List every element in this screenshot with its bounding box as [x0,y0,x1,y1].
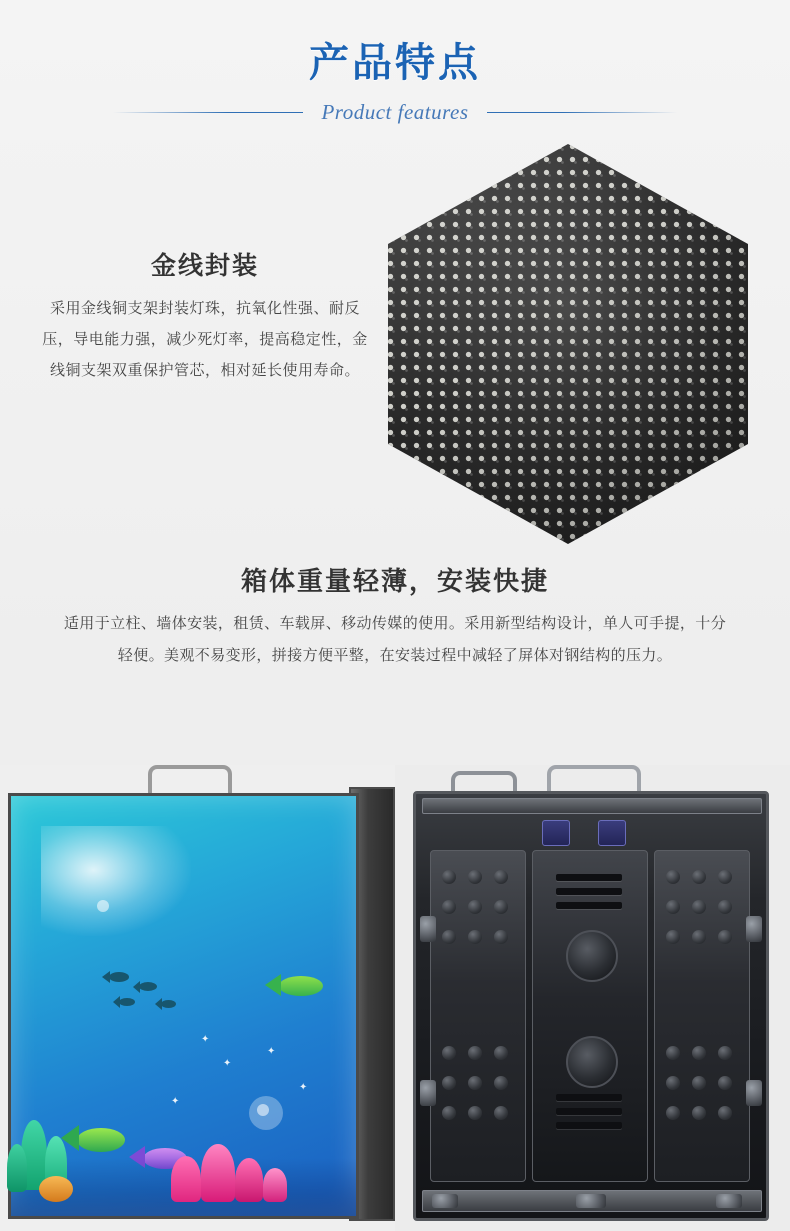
dimple [494,1046,508,1060]
dimple [494,1106,508,1120]
dimple [442,1076,456,1090]
dimple [468,1076,482,1090]
dimple [442,930,456,944]
hexagon-shape [388,144,748,544]
divider-line-right [487,112,677,113]
fan-port [566,930,618,982]
feature-heading-cabinet: 箱体重量轻薄，安装快捷 [240,566,549,596]
product-photo-row [0,765,790,1231]
sparkle: ✦ [201,1034,210,1045]
top-rail [422,798,762,814]
coral-pink [171,1156,201,1202]
dimple [468,870,482,884]
cabinet-front-panel [8,793,359,1219]
fan-port [566,1036,618,1088]
bubble [257,1104,269,1116]
center-plate [532,850,648,1182]
dimple [666,900,680,914]
dimple [692,1076,706,1090]
page-title: 产品特点 [309,41,481,85]
dimple [442,1106,456,1120]
vent-slot [556,1108,622,1115]
dimple [494,930,508,944]
led-module-hexagon-image [388,144,748,544]
coral-pink [263,1168,287,1202]
dimple [718,1106,732,1120]
photo-cabinet-back [395,765,790,1231]
sparkle: ✦ [223,1058,232,1069]
vent-slot [556,1094,622,1101]
shell [39,1176,73,1202]
dimple [442,900,456,914]
dimple [468,1046,482,1060]
dimple [442,1046,456,1060]
dimple [468,930,482,944]
dimple [718,930,732,944]
dimple [468,900,482,914]
divider-line-left [113,112,303,113]
dimple [468,1106,482,1120]
dimple [718,1046,732,1060]
feature-section-gold-wire [0,141,790,571]
latch [746,1080,762,1106]
dimple [718,870,732,884]
dimple [666,1046,680,1060]
feature-body-cabinet: 适用于立柱、墙体安装，租赁、车载屏、移动传媒的使用。采用新型结构设计，单人可手提，十分轻便。美观不易变形，拼接方便平整，在安装过程中减轻了屏体对钢结构的压力。 [63,615,727,664]
led-dot-grid [388,144,748,544]
page-subtitle: Product features [321,100,469,124]
latch [420,1080,436,1106]
dimple [692,900,706,914]
dimple [666,870,680,884]
corner-foot [576,1194,606,1208]
photo-cabinet-front [0,765,395,1231]
corner-foot [432,1194,458,1208]
corner-foot [716,1194,742,1208]
dimple [666,930,680,944]
feature-body-gold-wire: 采用金线铜支架封装灯珠，抗氧化性强、耐反压，导电能力强，减少死灯率，提高稳定性，金线铜支架双重保护管芯，相对延长使用寿命。 [42,300,368,379]
coral-pink [201,1144,235,1202]
page-header [0,0,790,125]
coral-pink [235,1158,263,1202]
feature-section-cabinet [0,561,790,671]
water-light-glow [41,826,191,936]
latch [746,916,762,942]
dimple [666,1076,680,1090]
vent-slot [556,1122,622,1129]
dimple [494,870,508,884]
dimple [718,1076,732,1090]
dimple [494,900,508,914]
feature-heading-gold-wire: 金线封装 [150,252,259,280]
cabinet-back-panel [413,791,769,1221]
sparkle: ✦ [299,1082,308,1093]
dimple [442,870,456,884]
dimple [692,870,706,884]
bubble [97,900,109,912]
sparkle: ✦ [267,1046,276,1057]
dimple [692,1106,706,1120]
sparkle: ✦ [171,1096,180,1107]
vent-slot [556,874,622,881]
dimple [494,1076,508,1090]
power-connector [542,820,570,846]
latch [420,916,436,942]
feature-text-block [40,246,370,386]
vent-slot [556,902,622,909]
power-connector [598,820,626,846]
vent-slot [556,888,622,895]
dimple [718,900,732,914]
dimple [692,930,706,944]
subtitle-row [0,100,790,125]
dimple [692,1046,706,1060]
coral-green [7,1144,27,1192]
dimple [666,1106,680,1120]
